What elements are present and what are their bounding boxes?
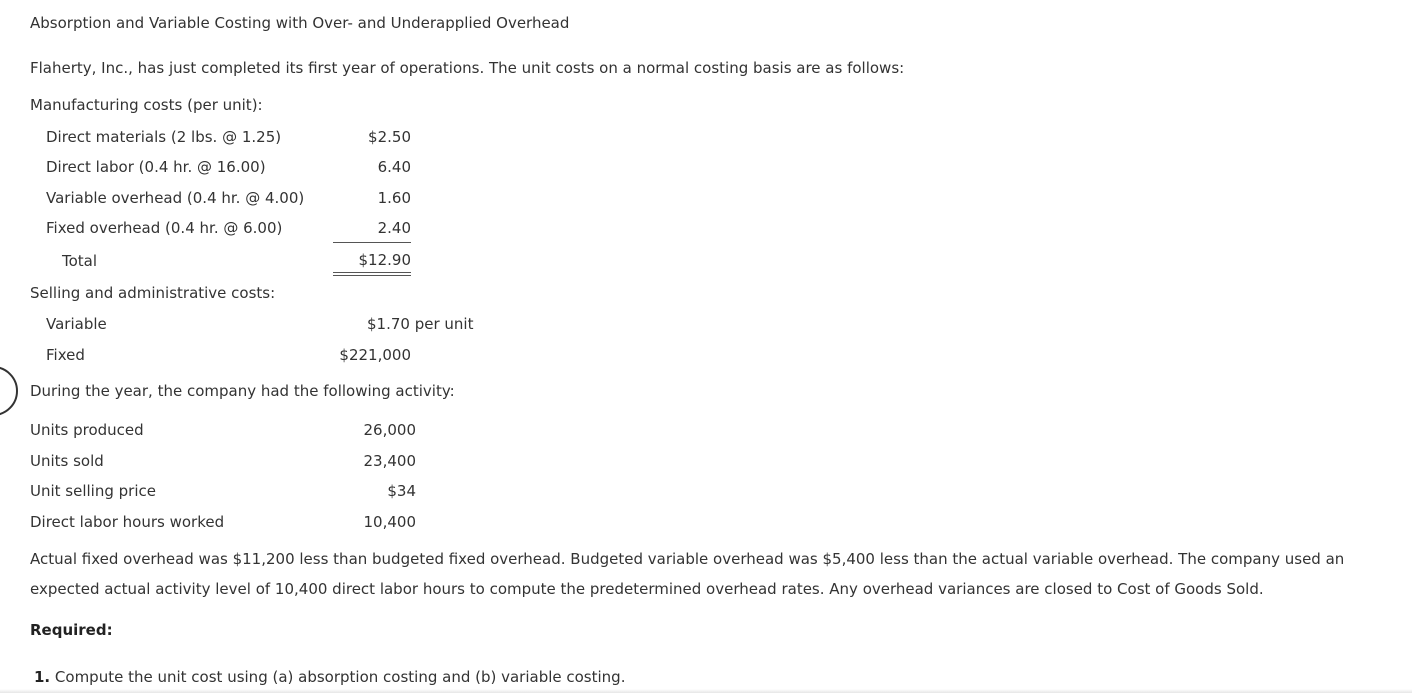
activity-row-label: Direct labor hours worked	[30, 513, 225, 531]
activity-row-value: $34	[387, 482, 416, 500]
cost-row-value: $2.50	[368, 128, 411, 146]
subtotal-rule	[333, 242, 411, 243]
cursor-ring-icon	[0, 366, 18, 416]
activity-row-value: 23,400	[363, 452, 416, 470]
activity-row-label: Unit selling price	[30, 482, 156, 500]
bottom-edge-shadow	[0, 689, 1412, 693]
selling-fixed-value: $221,000	[339, 346, 411, 364]
total-value: $12.90	[358, 251, 411, 269]
required-label: Required:	[30, 621, 113, 639]
activity-row-value: 26,000	[363, 421, 416, 439]
total-double-rule-bottom	[333, 275, 411, 276]
overhead-paragraph-line-2: expected actual activity level of 10,400 direct labor hours to compute the predetermined overhead rates. Any overhead variances are closed to Cost of Goods Sold.	[30, 580, 1264, 598]
selling-variable-value: $1.70 per unit	[367, 315, 474, 333]
required-heading	[30, 620, 113, 640]
selling-heading: Selling and administrative costs:	[30, 284, 276, 302]
activity-row-value: 10,400	[363, 513, 416, 531]
question-text: Compute the unit cost using (a) absorption costing and (b) variable costing.	[54, 668, 626, 686]
overhead-paragraph-line-1: Actual fixed overhead was $11,200 less than budgeted fixed overhead. Budgeted variable overhead was $5,400 less than the actual variable overhead. The company used an	[30, 550, 1345, 568]
cost-row-label: Direct labor (0.4 hr. @ 16.00)	[46, 158, 266, 176]
cost-row-label: Fixed overhead (0.4 hr. @ 6.00)	[46, 219, 283, 237]
cost-row-value: 6.40	[377, 158, 411, 176]
problem-title: Absorption and Variable Costing with Over- and Underapplied Overhead	[30, 14, 570, 32]
cost-row-label: Direct materials (2 lbs. @ 1.25)	[46, 128, 282, 146]
total-label: Total	[62, 252, 98, 270]
intro-text: Flaherty, Inc., has just completed its first year of operations. The unit costs on a normal costing basis are as follows:	[30, 59, 905, 77]
question-number: 1.	[34, 668, 51, 686]
activity-row-label: Units produced	[30, 421, 144, 439]
activity-row-label: Units sold	[30, 452, 104, 470]
cost-row-label: Variable overhead (0.4 hr. @ 4.00)	[46, 189, 305, 207]
question-1	[34, 667, 625, 687]
selling-fixed-label: Fixed	[46, 346, 85, 364]
cost-row-value: 1.60	[377, 189, 411, 207]
total-double-rule-top	[333, 272, 411, 273]
manufacturing-heading: Manufacturing costs (per unit):	[30, 96, 263, 114]
selling-variable-label: Variable	[46, 315, 107, 333]
activity-heading: During the year, the company had the following activity:	[30, 382, 455, 400]
cost-row-value: 2.40	[377, 219, 411, 237]
